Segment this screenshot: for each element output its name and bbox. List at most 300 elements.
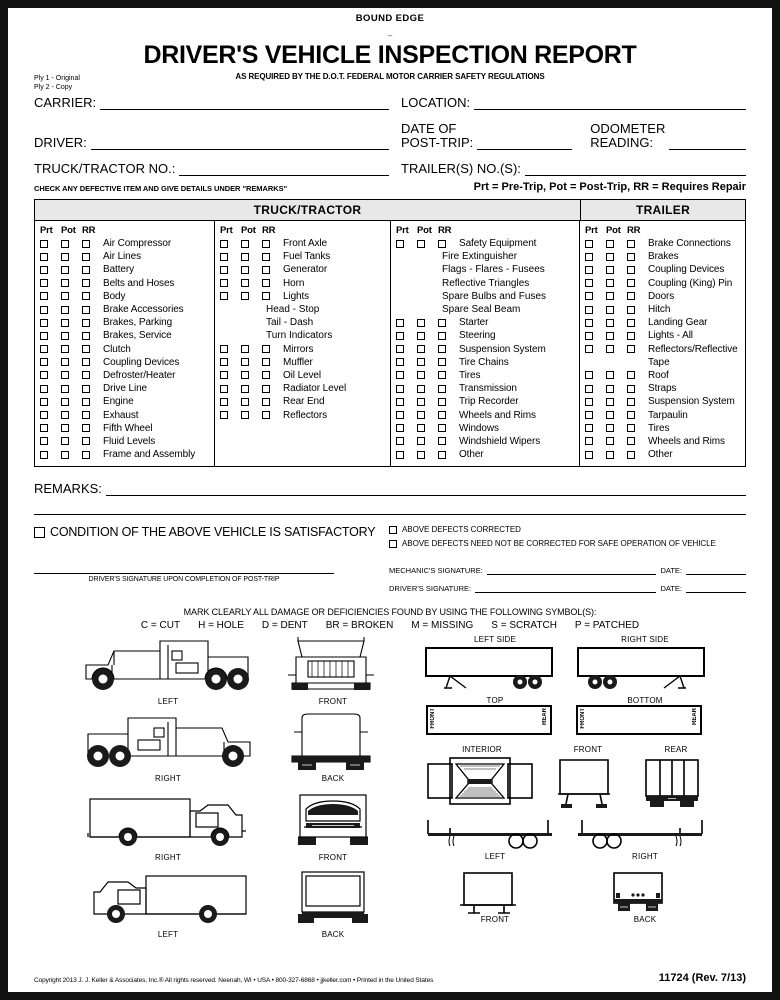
checkbox-rr[interactable]: [82, 345, 103, 353]
checkbox-pot[interactable]: [417, 398, 438, 406]
checkbox-rr[interactable]: [627, 437, 648, 445]
checkbox-prt[interactable]: [220, 385, 241, 393]
bound-edge-label: BOUND EDGE: [355, 13, 425, 24]
checkbox-prt[interactable]: [396, 411, 417, 419]
trailer-bottom-back-view: [570, 869, 720, 924]
checkbox-prt[interactable]: [40, 332, 61, 340]
checkbox-rr[interactable]: [627, 279, 648, 287]
checkbox-pot[interactable]: [61, 319, 82, 327]
checkbox-rr[interactable]: [627, 451, 648, 459]
checklist-item-label: Safety Equipment: [459, 238, 537, 250]
checkbox-pot[interactable]: [241, 279, 262, 287]
checklist-item-label: Generator: [283, 264, 328, 276]
defects-corrected-row[interactable]: [389, 525, 746, 534]
checkbox-prt[interactable]: [396, 385, 417, 393]
checklist-item-label: Straps: [648, 383, 677, 395]
trailer-side-caption-1: RIGHT SIDE: [621, 635, 669, 645]
checkbox-prt[interactable]: [40, 371, 61, 379]
checkbox-pot[interactable]: [606, 240, 627, 248]
checkbox-pot[interactable]: [61, 371, 82, 379]
driver-date-input[interactable]: [686, 584, 746, 593]
checkbox-rr[interactable]: [438, 371, 459, 379]
boxtruck-front-view: [268, 791, 398, 862]
checklist-item-label: Fuel Tanks: [283, 251, 331, 263]
checkbox-pot[interactable]: [417, 437, 438, 445]
trailer-top-view: [420, 696, 570, 735]
checkbox-pot[interactable]: [606, 292, 627, 300]
truck-tractor-no-input[interactable]: [179, 163, 389, 176]
driver-signature-row[interactable]: [389, 584, 746, 593]
checkbox-pot[interactable]: [606, 385, 627, 393]
checklist-item-label: Brakes, Parking: [103, 317, 173, 329]
checkbox-pot[interactable]: [417, 385, 438, 393]
checklist-item: [585, 369, 745, 382]
checklist-item-label: Other: [648, 449, 673, 461]
checkbox-pot[interactable]: [417, 371, 438, 379]
checkbox-pot[interactable]: [417, 240, 438, 248]
checkbox-rr[interactable]: [262, 279, 283, 287]
checkbox-prt[interactable]: [585, 411, 606, 419]
checkbox-rr[interactable]: [438, 398, 459, 406]
checkbox-prt[interactable]: [40, 411, 61, 419]
checkbox-pot[interactable]: [61, 424, 82, 432]
trailer-front-view: [544, 745, 632, 810]
checklist-item: [585, 448, 745, 461]
trailer-tb-caption-1: BOTTOM: [627, 696, 663, 706]
checklist-subitem: Head - Stop: [266, 303, 320, 315]
checklist-item-label: Defroster/Heater: [103, 369, 176, 381]
checkbox-rr[interactable]: [262, 253, 283, 261]
satisfactory-checkbox[interactable]: [34, 527, 45, 538]
checkbox-rr[interactable]: [627, 398, 648, 406]
checkbox-prt[interactable]: [585, 240, 606, 248]
checkbox-prt[interactable]: [40, 437, 61, 445]
checkbox-rr[interactable]: [438, 358, 459, 366]
checkbox-pot[interactable]: [241, 371, 262, 379]
trailer-bottom-caption-0: FRONT: [480, 915, 510, 925]
truck-diagrams: [68, 635, 398, 939]
checklist-item: [220, 382, 390, 395]
checklist-item: [585, 277, 745, 290]
damage-symbol: BR = BROKEN: [325, 620, 394, 632]
checkbox-rr[interactable]: [82, 292, 103, 300]
col-head-prt: Prt: [40, 225, 53, 236]
damage-legend: [8, 607, 772, 631]
inspection-checklist-table: [34, 199, 746, 467]
defects-not-needed-checkbox[interactable]: [389, 540, 397, 548]
trailer-mid-caption-1: FRONT: [573, 745, 603, 755]
checkbox-rr[interactable]: [627, 411, 648, 419]
checklist-item-label: Fifth Wheel: [103, 422, 153, 434]
remarks-input-line-2[interactable]: [34, 498, 746, 515]
defects-not-needed-row[interactable]: [389, 539, 746, 548]
checkbox-rr[interactable]: [627, 253, 648, 261]
checkbox-rr[interactable]: [438, 240, 459, 248]
odometer-field[interactable]: [590, 122, 746, 150]
remarks-section: [34, 481, 746, 515]
col-head-rr: RR: [627, 225, 641, 236]
checkbox-prt[interactable]: [585, 306, 606, 314]
checklist-item-label: Suspension System: [648, 396, 735, 408]
checkbox-pot[interactable]: [61, 451, 82, 459]
checkbox-prt[interactable]: [396, 437, 417, 445]
checkbox-prt[interactable]: [40, 345, 61, 353]
checklist-item: [40, 277, 214, 290]
checkbox-pot[interactable]: [241, 266, 262, 274]
defects-not-needed-label: ABOVE DEFECTS NEED NOT BE CORRECTED FOR SAFE OPERATION OF VEHICLE: [402, 539, 716, 549]
checkbox-prt[interactable]: [585, 253, 606, 261]
checkbox-rr[interactable]: [262, 398, 283, 406]
checkbox-prt[interactable]: [585, 266, 606, 274]
checkbox-pot[interactable]: [417, 424, 438, 432]
checkbox-pot[interactable]: [417, 319, 438, 327]
checklist-item-label: Reflectors: [283, 409, 328, 421]
checkbox-rr[interactable]: [82, 411, 103, 419]
checkbox-prt[interactable]: [396, 358, 417, 366]
checkbox-rr[interactable]: [82, 424, 103, 432]
checkbox-pot[interactable]: [417, 411, 438, 419]
checklist-item-label: Tire Chains: [459, 356, 509, 368]
checkbox-rr[interactable]: [627, 319, 648, 327]
boxtruck-right-view: [68, 791, 268, 862]
checklist-item: [220, 290, 390, 303]
checkbox-pot[interactable]: [606, 279, 627, 287]
checklist-item-label: Trip Recorder: [459, 396, 519, 408]
checkbox-prt[interactable]: [40, 398, 61, 406]
checkbox-pot[interactable]: [606, 371, 627, 379]
checkbox-prt[interactable]: [585, 345, 606, 353]
checkbox-rr[interactable]: [262, 358, 283, 366]
checklist-item-label: Windshield Wipers: [459, 435, 541, 447]
checkbox-rr[interactable]: [82, 385, 103, 393]
checkbox-prt[interactable]: [40, 385, 61, 393]
checkbox-pot[interactable]: [61, 358, 82, 366]
checkbox-rr[interactable]: [438, 385, 459, 393]
checkbox-pot[interactable]: [606, 451, 627, 459]
checkbox-prt[interactable]: [220, 358, 241, 366]
checkbox-rr[interactable]: [438, 451, 459, 459]
checklist-item: [396, 329, 579, 342]
title-dash: –: [387, 31, 393, 40]
checkbox-rr[interactable]: [627, 371, 648, 379]
checklist-item-label: Roof: [648, 369, 669, 381]
checklist-item: [585, 329, 745, 342]
post-trip-date-field[interactable]: [401, 122, 572, 150]
checkbox-pot[interactable]: [241, 345, 262, 353]
checkbox-pot[interactable]: [606, 319, 627, 327]
footer: [34, 972, 746, 984]
checkbox-prt[interactable]: [220, 292, 241, 300]
checkbox-pot[interactable]: [61, 437, 82, 445]
checkbox-rr[interactable]: [438, 332, 459, 340]
checklist-item-label: Lights - All: [648, 330, 693, 342]
checklist-column-1: [35, 221, 215, 466]
checklist-item: [585, 395, 745, 408]
checklist-subitem: Reflective Triangles: [442, 277, 530, 289]
checkbox-prt[interactable]: [40, 319, 61, 327]
checkbox-rr[interactable]: [438, 319, 459, 327]
checkbox-rr[interactable]: [262, 371, 283, 379]
table-header-truck: TRUCK/TRACTOR: [253, 203, 362, 217]
checklist-item: [396, 237, 579, 250]
checkbox-pot[interactable]: [606, 398, 627, 406]
checkbox-prt[interactable]: [585, 292, 606, 300]
checkbox-prt[interactable]: [396, 424, 417, 432]
checkbox-prt[interactable]: [585, 319, 606, 327]
damage-instruction: MARK CLEARLY ALL DAMAGE OR DEFICIENCIES FOUND BY USING THE FOLLOWING SYMBOL(S):: [183, 607, 597, 618]
checklist-item-label: Transmission: [459, 383, 517, 395]
checkbox-pot[interactable]: [606, 332, 627, 340]
col-head-pot: Pot: [61, 225, 76, 236]
checkbox-prt[interactable]: [585, 451, 606, 459]
checkbox-rr[interactable]: [627, 332, 648, 340]
defects-corrected-checkbox[interactable]: [389, 526, 397, 534]
checkbox-rr[interactable]: [627, 292, 648, 300]
location-input[interactable]: [474, 97, 746, 110]
truck-tractor-no-field[interactable]: [34, 161, 389, 176]
checklist-item-label: Front Axle: [283, 238, 328, 250]
carrier-field[interactable]: [34, 95, 389, 110]
checkbox-prt[interactable]: [40, 279, 61, 287]
checklist-item-label: Mirrors: [283, 343, 314, 355]
trailers-no-input[interactable]: [525, 163, 746, 176]
ply-info: [34, 74, 80, 92]
checkbox-prt[interactable]: [40, 292, 61, 300]
checkbox-rr[interactable]: [627, 345, 648, 353]
checkbox-pot[interactable]: [61, 345, 82, 353]
checkbox-rr[interactable]: [262, 385, 283, 393]
checkbox-prt[interactable]: [585, 437, 606, 445]
checklist-item-label: Coupling (King) Pin: [648, 277, 733, 289]
odometer-label: ODOMETER: [590, 121, 666, 136]
checkbox-rr[interactable]: [627, 385, 648, 393]
defects-corrected-label: ABOVE DEFECTS CORRECTED: [402, 525, 521, 535]
satisfactory-checkbox-row[interactable]: [34, 525, 389, 539]
odometer-input[interactable]: [669, 137, 746, 150]
checkbox-pot[interactable]: [417, 345, 438, 353]
checkbox-rr[interactable]: [82, 451, 103, 459]
checkbox-prt[interactable]: [396, 451, 417, 459]
checklist-item: [396, 382, 579, 395]
checklist-item: [220, 369, 390, 382]
checkbox-prt[interactable]: [585, 371, 606, 379]
checkbox-prt[interactable]: [585, 385, 606, 393]
checkbox-pot[interactable]: [241, 398, 262, 406]
trailer-rear-view: [632, 745, 720, 810]
location-field[interactable]: [389, 95, 746, 110]
checkbox-rr[interactable]: [82, 371, 103, 379]
form-page: [8, 8, 772, 992]
checkbox-pot[interactable]: [241, 292, 262, 300]
checklist-column-2: [215, 221, 391, 466]
checkbox-pot[interactable]: [61, 279, 82, 287]
checkbox-prt[interactable]: [220, 411, 241, 419]
driver-input[interactable]: [91, 137, 389, 150]
checkbox-rr[interactable]: [82, 319, 103, 327]
checkbox-pot[interactable]: [606, 424, 627, 432]
checklist-item: [396, 422, 579, 435]
checkbox-rr[interactable]: [82, 398, 103, 406]
trailer-bottom-view: [570, 696, 720, 735]
tractor-front-view: [268, 635, 398, 706]
trailer-mid-caption-0: INTERIOR: [462, 745, 502, 755]
checklist-item: [396, 435, 579, 448]
satisfactory-label: CONDITION OF THE ABOVE VEHICLE IS SATISFACTORY: [50, 525, 376, 540]
checklist-item: [40, 395, 214, 408]
checkbox-prt[interactable]: [40, 240, 61, 248]
checkbox-rr[interactable]: [82, 332, 103, 340]
checkbox-rr[interactable]: [82, 266, 103, 274]
checkbox-pot[interactable]: [606, 437, 627, 445]
checkbox-rr[interactable]: [262, 240, 283, 248]
checkbox-rr[interactable]: [82, 437, 103, 445]
checkbox-prt[interactable]: [40, 306, 61, 314]
checkbox-prt[interactable]: [585, 398, 606, 406]
checklist-item-label: Body: [103, 290, 126, 302]
checkbox-pot[interactable]: [61, 292, 82, 300]
checkbox-rr[interactable]: [438, 345, 459, 353]
checkbox-rr[interactable]: [262, 292, 283, 300]
checkbox-pot[interactable]: [61, 385, 82, 393]
checkbox-rr[interactable]: [627, 306, 648, 314]
trailers-no-field[interactable]: [389, 161, 746, 176]
table-header-trailer: TRAILER: [580, 200, 745, 220]
checkbox-prt[interactable]: [585, 279, 606, 287]
driver-field[interactable]: [34, 135, 389, 150]
checkbox-pot[interactable]: [606, 345, 627, 353]
mechanic-signature-row[interactable]: [389, 566, 746, 575]
checkbox-prt[interactable]: [40, 451, 61, 459]
checkbox-prt[interactable]: [40, 266, 61, 274]
checklist-item: [396, 448, 579, 461]
checkbox-rr[interactable]: [262, 345, 283, 353]
checkbox-prt[interactable]: [220, 345, 241, 353]
tractor-caption-2: RIGHT: [155, 774, 181, 784]
checkbox-prt[interactable]: [220, 398, 241, 406]
location-label: LOCATION:: [401, 95, 471, 110]
boxtruck-left-view: [68, 868, 268, 939]
checkbox-rr[interactable]: [262, 411, 283, 419]
checklist-item-label: Other: [459, 449, 484, 461]
trailer-diagrams: [420, 635, 720, 924]
checklist-item-label: Rear End: [283, 396, 325, 408]
checkbox-prt[interactable]: [40, 358, 61, 366]
checkbox-prt[interactable]: [40, 253, 61, 261]
checkbox-pot[interactable]: [417, 332, 438, 340]
checkbox-rr[interactable]: [438, 424, 459, 432]
checkbox-pot[interactable]: [241, 411, 262, 419]
checklist-item-label: Oil Level: [283, 369, 322, 381]
checkbox-pot[interactable]: [241, 358, 262, 366]
checkbox-pot[interactable]: [606, 266, 627, 274]
checkbox-pot[interactable]: [61, 398, 82, 406]
checklist-item-label: Reflectors/Reflective: [648, 343, 738, 355]
checkbox-pot[interactable]: [241, 253, 262, 261]
checklist-item: [40, 369, 214, 382]
checkbox-pot[interactable]: [606, 306, 627, 314]
checkbox-prt[interactable]: [220, 279, 241, 287]
checkbox-pot[interactable]: [606, 253, 627, 261]
checkbox-rr[interactable]: [438, 411, 459, 419]
checkbox-pot[interactable]: [61, 306, 82, 314]
checkbox-pot[interactable]: [241, 385, 262, 393]
checkbox-pot[interactable]: [61, 253, 82, 261]
checkbox-prt[interactable]: [220, 371, 241, 379]
checklist-item: [220, 250, 390, 263]
checkbox-prt[interactable]: [396, 319, 417, 327]
checkbox-prt[interactable]: [220, 240, 241, 248]
checklist-item: [40, 408, 214, 421]
checklist-item-label: Lights: [283, 290, 310, 302]
checklist-item: [396, 356, 579, 369]
checkbox-prt[interactable]: [220, 253, 241, 261]
checkbox-pot[interactable]: [606, 411, 627, 419]
checkbox-prt[interactable]: [396, 398, 417, 406]
checkbox-pot[interactable]: [417, 358, 438, 366]
checklist-item-label: Air Lines: [103, 251, 142, 263]
checkbox-prt[interactable]: [396, 345, 417, 353]
checkbox-rr[interactable]: [627, 424, 648, 432]
check-defective-note: CHECK ANY DEFECTIVE ITEM AND GIVE DETAILS UNDER "REMARKS": [34, 184, 288, 193]
remarks-field[interactable]: [34, 481, 746, 496]
checkbox-rr[interactable]: [627, 266, 648, 274]
checkbox-pot[interactable]: [417, 451, 438, 459]
checkbox-pot[interactable]: [61, 411, 82, 419]
checklist-item-label: Hitch: [648, 304, 671, 316]
checkbox-pot[interactable]: [61, 332, 82, 340]
checklist-item: [220, 408, 390, 421]
checklist-subitem: Turn Indicators: [266, 330, 333, 342]
checkbox-rr[interactable]: [82, 253, 103, 261]
remarks-input-line-1[interactable]: [106, 483, 746, 496]
checklist-item-label: Landing Gear: [648, 317, 708, 329]
checkbox-prt[interactable]: [40, 424, 61, 432]
checklist-item-label: Coupling Devices: [648, 264, 725, 276]
driver-signature-input[interactable]: [475, 584, 656, 593]
checkbox-pot[interactable]: [241, 240, 262, 248]
mechanic-date-input[interactable]: [686, 566, 746, 575]
post-trip-input[interactable]: [477, 137, 572, 150]
checkbox-rr[interactable]: [82, 306, 103, 314]
checkbox-prt[interactable]: [396, 332, 417, 340]
column-header-3: [396, 225, 579, 237]
checkbox-prt[interactable]: [220, 266, 241, 274]
mechanic-signature-input[interactable]: [487, 566, 657, 575]
checkbox-prt[interactable]: [396, 240, 417, 248]
trailer-top-rear-label: REAR: [542, 708, 548, 726]
checkbox-rr[interactable]: [82, 279, 103, 287]
ply-line-1: Ply 1 - Original: [34, 75, 80, 82]
checkbox-rr[interactable]: [82, 358, 103, 366]
checklist-item: [396, 395, 579, 408]
checkbox-rr[interactable]: [262, 266, 283, 274]
tractor-back-view: [268, 712, 398, 783]
damage-symbol: C = CUT: [140, 620, 181, 632]
checkbox-prt[interactable]: [585, 332, 606, 340]
truck-tractor-no-label: TRUCK/TRACTOR NO.:: [34, 161, 176, 176]
checkbox-rr[interactable]: [627, 240, 648, 248]
checkbox-pot[interactable]: [61, 266, 82, 274]
checkbox-prt[interactable]: [396, 371, 417, 379]
boxtruck-caption-0: RIGHT: [155, 853, 181, 863]
carrier-input[interactable]: [100, 97, 389, 110]
checkbox-rr[interactable]: [438, 437, 459, 445]
checkbox-pot[interactable]: [61, 240, 82, 248]
trailer-mid-caption-2: REAR: [664, 745, 688, 755]
checkbox-prt[interactable]: [585, 424, 606, 432]
checkbox-rr[interactable]: [82, 240, 103, 248]
flatbed-caption-1: RIGHT: [632, 852, 658, 862]
